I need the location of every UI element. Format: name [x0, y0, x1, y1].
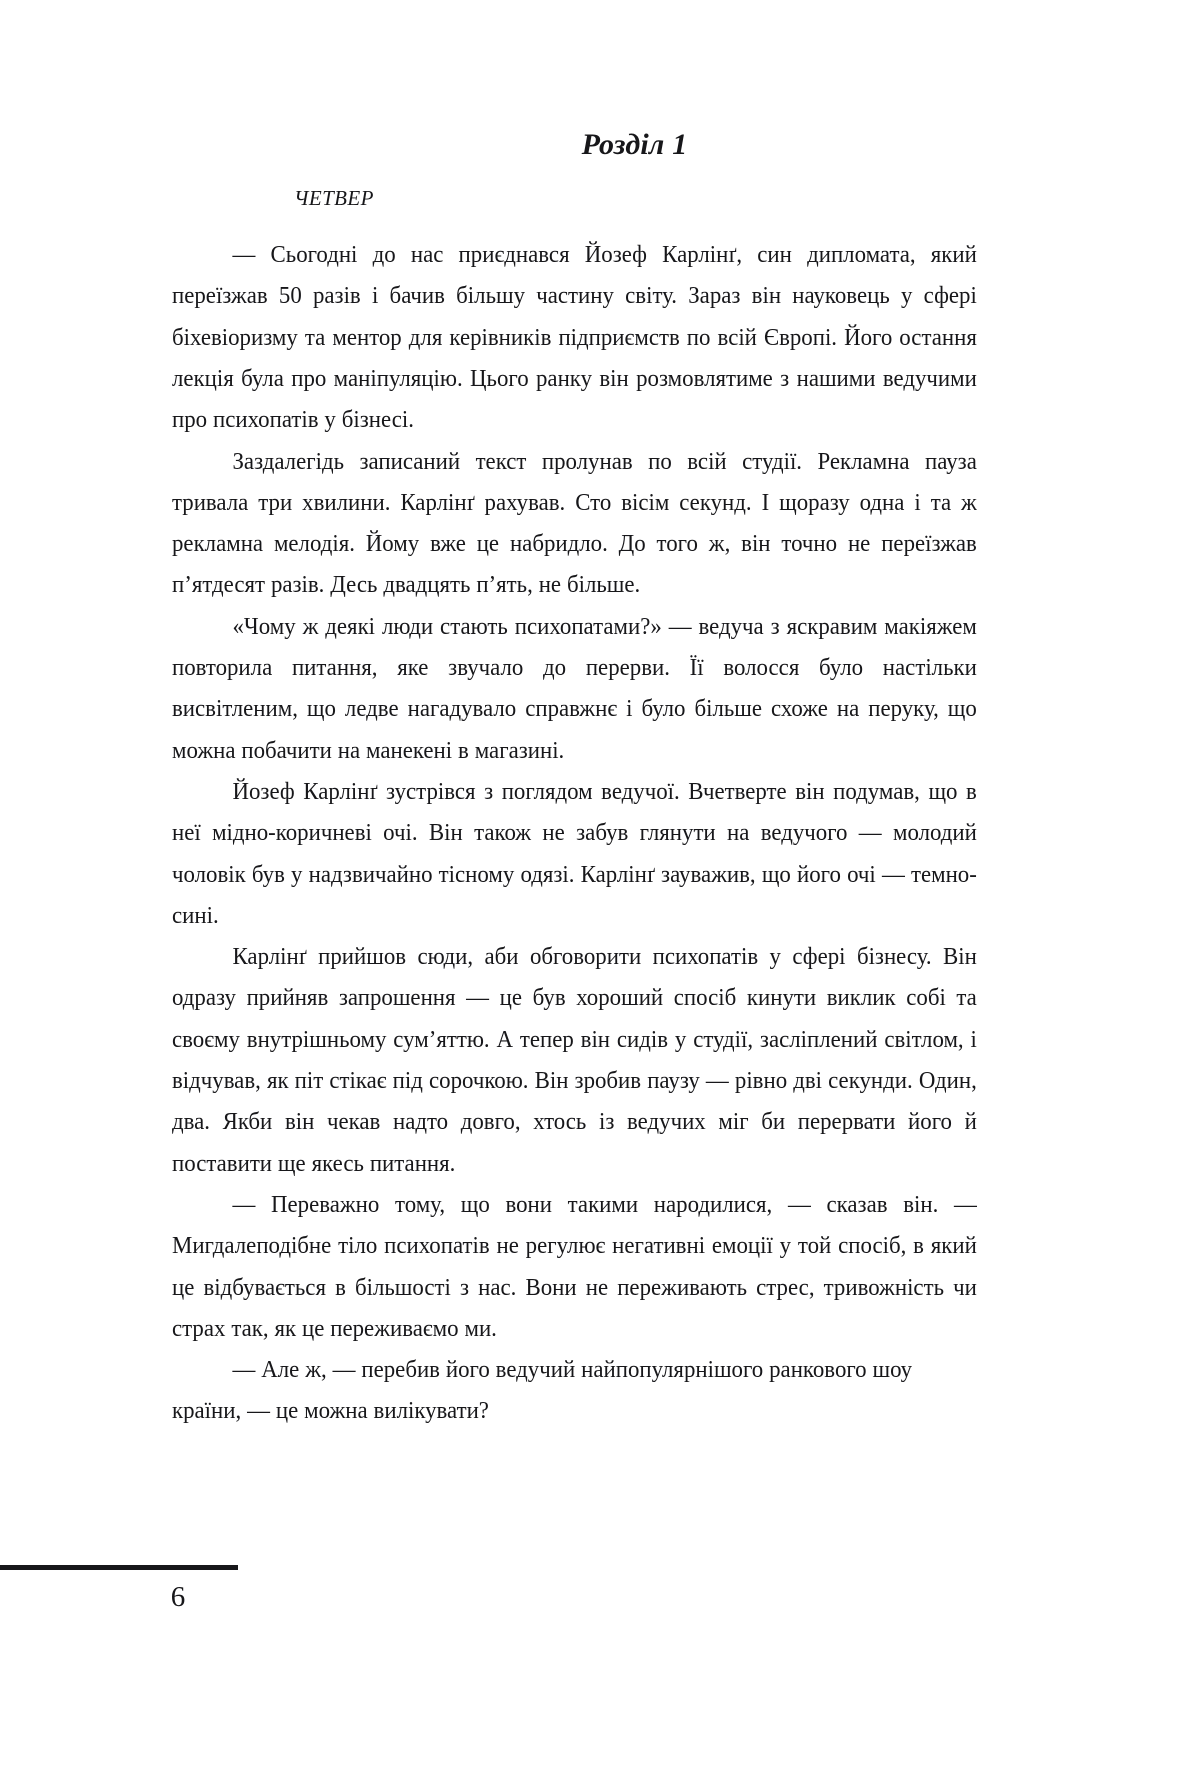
paragraph: — Але ж, — перебив його ведучий найпопулярнішого ранкового шоу країни, — це можна вилікувати? — [172, 1356, 913, 1425]
chapter-subtitle: ЧЕТВЕР — [294, 186, 374, 210]
paragraph: Заздалегідь записаний текст пролунав по всій студії. Рекламна пауза тривала три хвилини. Карлінґ рахував. Сто вісім секунд. І щоразу одна і та ж рекламна мелодія. Йому вже це набридло. До того ж, він точно не переїзжав п’ятдесят разів. Десь двадцять п’ять, не більше. — [172, 447, 977, 599]
page-number: 6 — [170, 1581, 186, 1613]
footer-rule — [0, 1565, 238, 1570]
paragraph: Карлінґ прийшов сюди, аби обговорити психопатів у сфері бізнесу. Він одразу прийняв запрошення — це був хороший спосіб кинути виклик собі та своєму внутрішньому сум’яттю. А тепер він сидів у студії, засліплений світлом, і відчував, як піт стікає під сорочкою. Він зробив паузу — рівно дві секунди. Один, два. Якби він чекав надто довго, хтось із ведучих міг би перервати його й поставити ще якесь питання. — [172, 943, 977, 1177]
paragraph: «Чому ж деякі люди стають психопатами?» — ведуча з яскравим макіяжем повторила питання, яке звучало до перерви. Її волосся було настільки висвітленим, що ледве нагадувало справжнє і було більше схоже на перуку, що можна побачити на манекені в магазині. — [172, 612, 977, 764]
paragraph: — Сьогодні до нас приєднався Йозеф Карлінґ, син дипломата, який переїзжав 50 разів і бачив більшу частину світу. Зараз він науковець у сфері біхевіоризму та ментор для керівників підприємств по всій Європі. Його остання лекція була про маніпуляцію. Цього ранку він розмовлятиме з нашими ведучими про психопатів у бізнесі. — [172, 241, 977, 434]
chapter-title: Розділ 1 — [581, 128, 688, 161]
paragraph: — Переважно тому, що вони такими народилися, — сказав він. — Мигдалеподібне тіло психопатів не регулює негативні емоції у той спосіб, в який це відбувається в більшості з нас. Вони не переживають стрес, тривожність чи страх так, як це переживаємо ми. — [172, 1190, 977, 1342]
paragraph: Йозеф Карлінґ зустрівся з поглядом ведучої. Вчетверте він подумав, що в неї мідно-коричневі очі. Він також не забув глянути на ведучого — молодий чоловік був у надзвичайно тісному одязі. Карлінґ зауважив, що його очі — темно-сині. — [172, 777, 977, 929]
body-copy — [172, 234, 977, 1432]
text-column — [172, 128, 977, 1432]
